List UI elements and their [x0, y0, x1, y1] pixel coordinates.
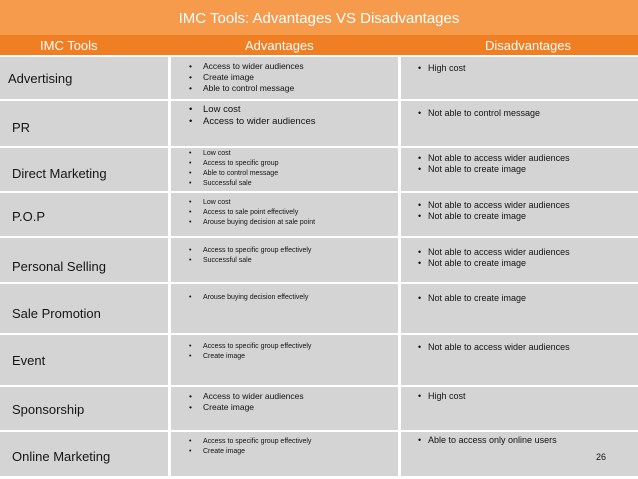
list-item: • Able to control message [185, 83, 304, 94]
advantages-cell [171, 193, 398, 236]
list-item: • Create image [185, 72, 304, 83]
page-number: 26 [595, 452, 606, 462]
table-row [0, 57, 638, 99]
tool-name: PR [12, 120, 31, 135]
header-advantages: Advantages [245, 38, 314, 53]
list-item: • Not able to control message [415, 108, 540, 119]
title-bar [0, 0, 638, 35]
disadvantages-cell [401, 148, 638, 191]
advantages-cell [171, 148, 398, 191]
list-item: • Not able to access wider audiences [415, 200, 570, 211]
disadvantages-cell [401, 193, 638, 236]
list-item: • Access to specific group [185, 159, 278, 169]
page-title: IMC Tools: Advantages VS Disadvantages [178, 10, 460, 27]
disadvantages-list [415, 435, 557, 446]
list-item: • Low cost [185, 149, 278, 159]
disadvantages-cell [401, 57, 638, 99]
advantages-cell [171, 335, 398, 385]
disadvantages-cell [401, 238, 638, 282]
list-item: • Low cost [185, 198, 315, 208]
disadvantages-list [415, 247, 570, 269]
list-item: • Create image [185, 402, 304, 413]
list-item: • Access to wider audiences [185, 61, 304, 72]
disadvantages-list [415, 391, 466, 402]
disadvantages-cell [401, 101, 638, 146]
list-item: • Arouse buying decision at sale point [185, 218, 315, 228]
list-item: • Able to control message [185, 169, 278, 179]
table-row [0, 387, 638, 430]
list-item: • High cost [415, 63, 466, 74]
advantages-cell [171, 387, 398, 430]
header-row [0, 35, 638, 55]
disadvantages-list [415, 200, 570, 222]
tool-name: Personal Selling [12, 259, 106, 274]
list-item: • Able to access only online users [415, 435, 557, 446]
advantages-cell [171, 101, 398, 146]
tool-name: Sponsorship [12, 402, 85, 417]
list-item: • Not able to create image [415, 211, 570, 222]
table-row [0, 148, 638, 191]
header-disadvantages: Disadvantages [485, 38, 571, 53]
tool-name: Direct Marketing [12, 166, 107, 181]
tool-cell [0, 57, 168, 99]
list-item: • Create image [185, 352, 311, 362]
tool-cell [0, 193, 168, 236]
advantages-list [185, 293, 308, 303]
disadvantages-list [415, 342, 570, 353]
list-item: • Not able to access wider audiences [415, 342, 570, 353]
table-row [0, 101, 638, 146]
advantages-list [185, 246, 311, 266]
disadvantages-list [415, 108, 540, 119]
list-item: • High cost [415, 391, 466, 402]
list-item: • Access to sale point effectively [185, 208, 315, 218]
advantages-list [185, 342, 311, 362]
disadvantages-list [415, 153, 570, 175]
tool-cell [0, 238, 168, 282]
advantages-list [185, 437, 311, 457]
list-item: • Access to specific group effectively [185, 437, 311, 447]
table-row [0, 284, 638, 333]
table-row [0, 193, 638, 236]
list-item: • Access to specific group effectively [185, 246, 311, 256]
disadvantages-list [415, 293, 526, 304]
list-item: • Access to wider audiences [185, 391, 304, 402]
tool-name: P.O.P [12, 209, 46, 224]
list-item: • Successful sale [185, 256, 311, 266]
tool-name: Advertising [8, 71, 73, 86]
disadvantages-cell [401, 335, 638, 385]
advantages-cell [171, 238, 398, 282]
advantages-list [185, 391, 304, 413]
tool-cell [0, 432, 168, 476]
advantages-cell [171, 57, 398, 99]
tool-name: Online Marketing [12, 449, 111, 464]
list-item: • Create image [185, 447, 311, 457]
disadvantages-cell [401, 387, 638, 430]
advantages-list [185, 149, 278, 189]
advantages-list [185, 61, 304, 94]
tool-cell [0, 335, 168, 385]
table-row [0, 238, 638, 282]
list-item: • Not able to create image [415, 258, 570, 269]
list-item: • Arouse buying decision effectively [185, 293, 308, 303]
list-item: • Not able to access wider audiences [415, 153, 570, 164]
list-item: • Not able to create image [415, 293, 526, 304]
advantages-cell [171, 284, 398, 333]
tool-name: Event [12, 353, 46, 368]
tool-cell [0, 148, 168, 191]
list-item: • Low cost [185, 104, 315, 116]
disadvantages-cell [401, 284, 638, 333]
tool-cell [0, 387, 168, 430]
advantages-cell [171, 432, 398, 476]
header-imc-tools: IMC Tools [40, 38, 98, 53]
list-item: • Not able to create image [415, 164, 570, 175]
disadvantages-list [415, 63, 466, 74]
list-item: • Successful sale [185, 179, 278, 189]
tool-cell [0, 284, 168, 333]
table-row [0, 335, 638, 385]
tool-cell [0, 101, 168, 146]
list-item: • Not able to access wider audiences [415, 247, 570, 258]
advantages-list [185, 198, 315, 228]
table-row [0, 432, 638, 476]
tool-name: Sale Promotion [12, 306, 101, 321]
list-item: • Access to specific group effectively [185, 342, 311, 352]
list-item: • Access to wider audiences [185, 116, 315, 128]
advantages-list [185, 104, 315, 128]
